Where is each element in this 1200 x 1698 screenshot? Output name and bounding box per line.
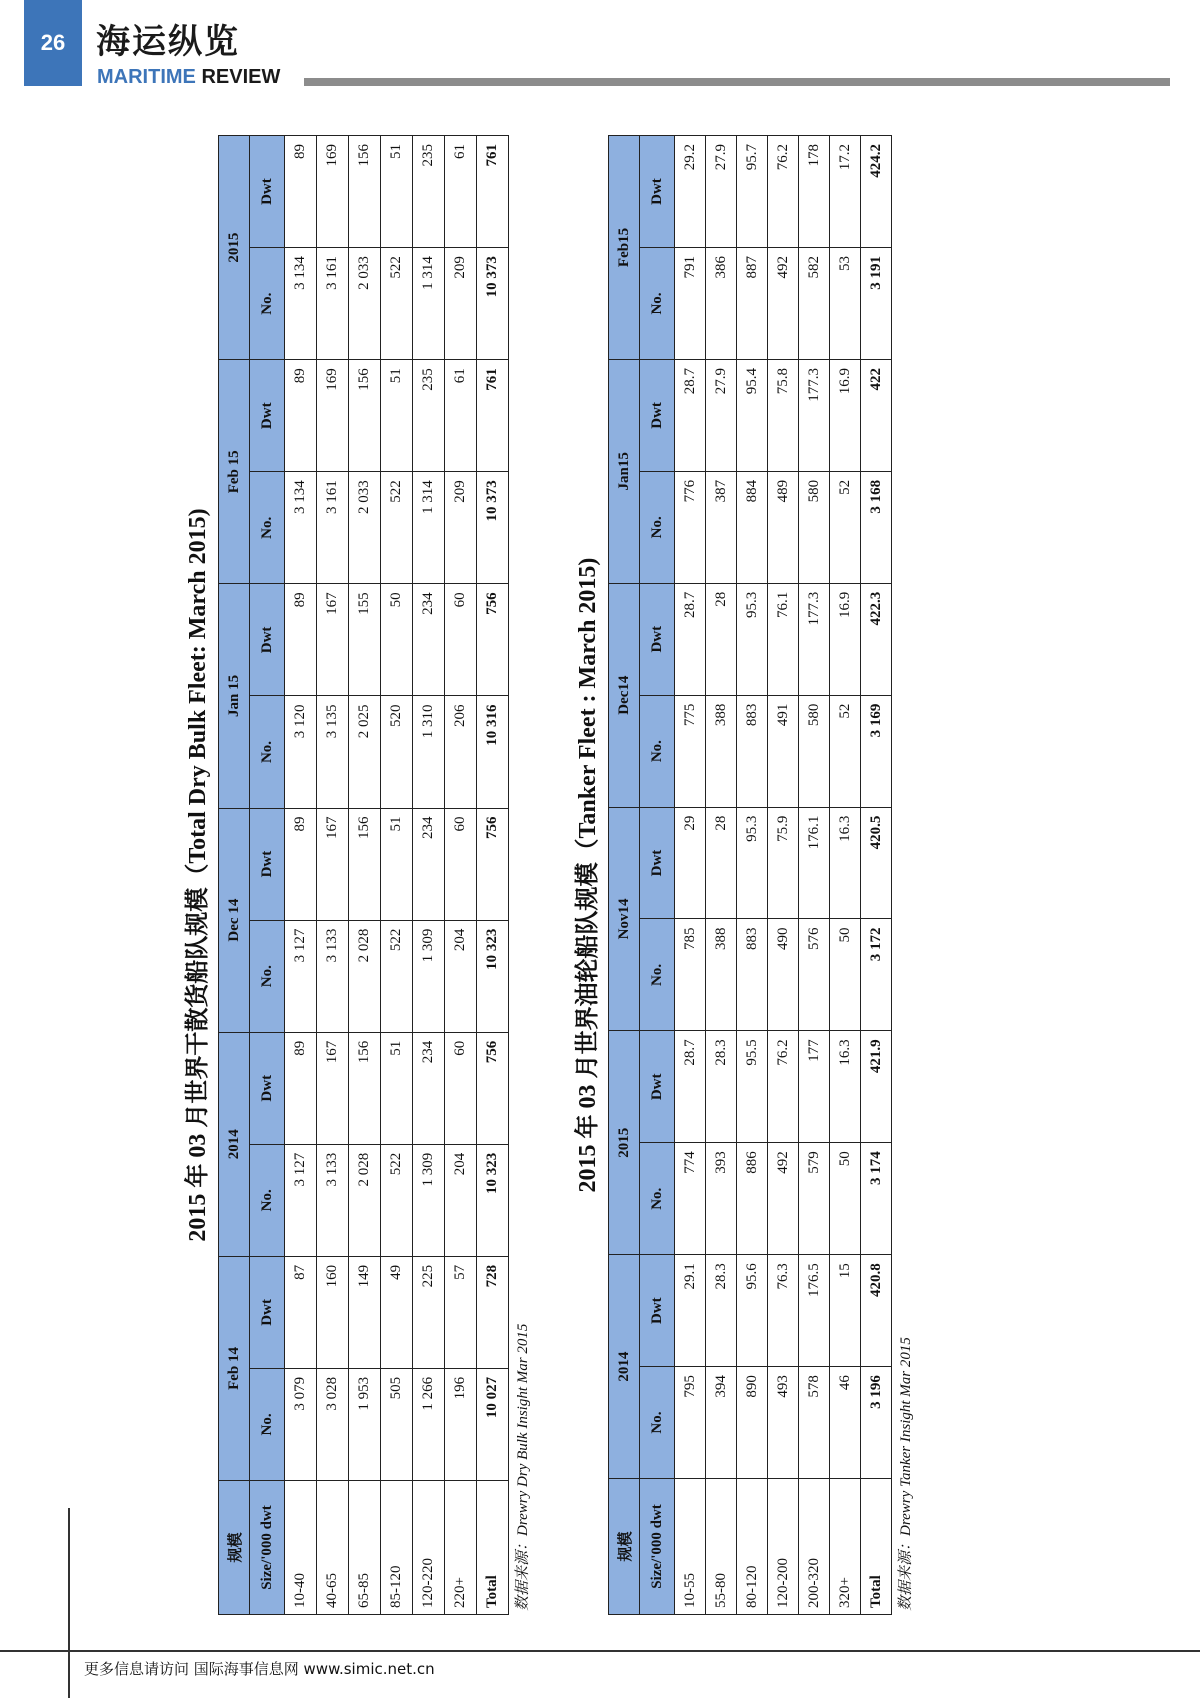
- period-header: Jan15: [609, 359, 640, 583]
- dwt-header: Dwt: [640, 583, 675, 695]
- dwt-cell: 176.5: [799, 1255, 830, 1367]
- dwt-cell: 422: [861, 359, 892, 471]
- no-cell: 387: [706, 471, 737, 583]
- table-row: [317, 136, 349, 1615]
- period-header: Nov14: [609, 807, 640, 1031]
- no-cell: 3 028: [317, 1368, 349, 1480]
- no-header: No.: [640, 919, 675, 1031]
- table-row: [413, 136, 445, 1615]
- size-cell: 10-40: [285, 1481, 317, 1615]
- dwt-cell: 61: [445, 360, 477, 472]
- size-cell: 200-320: [799, 1479, 830, 1615]
- dwt-cell: 756: [477, 584, 509, 696]
- magazine-title-cn: 海运纵览: [96, 22, 240, 62]
- dwt-cell: 728: [477, 1256, 509, 1368]
- dry-bulk-title: 2015 年 03 月世界干散货船队规模（Total Dry Bulk Fleet: March 2015): [185, 508, 211, 1242]
- no-header: No.: [250, 472, 285, 584]
- dwt-cell: 155: [349, 584, 381, 696]
- dwt-header: Dwt: [250, 360, 285, 472]
- no-header: No.: [250, 1368, 285, 1480]
- no-cell: 887: [737, 248, 768, 360]
- no-cell: 204: [445, 1144, 477, 1256]
- no-cell: 492: [768, 248, 799, 360]
- dwt-cell: 176.1: [799, 807, 830, 919]
- size-label-header: Size/'000 dwt: [640, 1479, 675, 1615]
- period-header: 2014: [219, 1032, 250, 1256]
- no-cell: 3 168: [861, 471, 892, 583]
- tanker-title: 2015 年 03 月世界油轮船队规模（Tanker Fleet : March 2015): [575, 557, 601, 1193]
- no-cell: 776: [675, 471, 706, 583]
- no-cell: 10 373: [477, 472, 509, 584]
- no-cell: 1 309: [413, 920, 445, 1032]
- no-cell: 3 196: [861, 1367, 892, 1479]
- no-cell: 1 310: [413, 696, 445, 808]
- dwt-cell: 160: [317, 1256, 349, 1368]
- size-cell: 220+: [445, 1481, 477, 1615]
- table-row: [737, 136, 768, 1615]
- dry-bulk-section: [178, 135, 531, 1615]
- dwt-cell: 28.3: [706, 1255, 737, 1367]
- dwt-cell: 234: [413, 584, 445, 696]
- size-label-header: Size/'000 dwt: [250, 1481, 285, 1615]
- total-row: [861, 136, 892, 1615]
- dwt-cell: 76.3: [768, 1255, 799, 1367]
- dwt-cell: 167: [317, 808, 349, 920]
- dwt-cell: 95.3: [737, 807, 768, 919]
- dwt-cell: 422.3: [861, 583, 892, 695]
- no-cell: 2 025: [349, 696, 381, 808]
- period-header: 2014: [609, 1255, 640, 1479]
- no-header: No.: [250, 248, 285, 360]
- tanker-table: [608, 135, 892, 1615]
- no-cell: 209: [445, 248, 477, 360]
- dwt-cell: 29: [675, 807, 706, 919]
- dwt-cell: 756: [477, 808, 509, 920]
- no-cell: 2 028: [349, 920, 381, 1032]
- dwt-cell: 28.7: [675, 583, 706, 695]
- no-cell: 890: [737, 1367, 768, 1479]
- no-cell: 579: [799, 1143, 830, 1255]
- no-cell: 196: [445, 1368, 477, 1480]
- no-cell: 886: [737, 1143, 768, 1255]
- no-header: No.: [640, 695, 675, 807]
- dry-bulk-source: 数据来源：Drewry Dry Bulk Insight Mar 2015: [515, 1323, 531, 1611]
- no-cell: 3 134: [285, 248, 317, 360]
- no-cell: 1 314: [413, 472, 445, 584]
- table-row: [445, 136, 477, 1615]
- no-cell: 393: [706, 1143, 737, 1255]
- no-cell: 2 033: [349, 472, 381, 584]
- dwt-cell: 177.3: [799, 359, 830, 471]
- dwt-cell: 28: [706, 807, 737, 919]
- no-cell: 775: [675, 695, 706, 807]
- dwt-cell: 420.8: [861, 1255, 892, 1367]
- dwt-header: Dwt: [640, 1031, 675, 1143]
- no-cell: 3 120: [285, 696, 317, 808]
- period-header: 2015: [219, 136, 250, 360]
- period-header: 2015: [609, 1031, 640, 1255]
- dwt-cell: 756: [477, 1032, 509, 1144]
- period-header: Dec14: [609, 583, 640, 807]
- dwt-cell: 50: [381, 584, 413, 696]
- period-header: Feb15: [609, 136, 640, 360]
- no-cell: 883: [737, 919, 768, 1031]
- no-cell: 10 323: [477, 1144, 509, 1256]
- no-cell: 3 133: [317, 920, 349, 1032]
- dwt-cell: 167: [317, 584, 349, 696]
- magazine-title-en: [97, 66, 280, 88]
- size-cell: Total: [477, 1481, 509, 1615]
- magazine-title-en-1: MARITIME: [97, 66, 196, 88]
- no-cell: 50: [830, 1143, 861, 1255]
- footer-rule: [0, 1650, 1200, 1652]
- no-cell: 46: [830, 1367, 861, 1479]
- dwt-cell: 16.9: [830, 583, 861, 695]
- no-cell: 3 134: [285, 472, 317, 584]
- size-cell: 120-200: [768, 1479, 799, 1615]
- no-cell: 52: [830, 695, 861, 807]
- dwt-cell: 177.3: [799, 583, 830, 695]
- size-cell: 320+: [830, 1479, 861, 1615]
- size-cell: 120-220: [413, 1481, 445, 1615]
- size-cell: 65-85: [349, 1481, 381, 1615]
- dwt-cell: 29.1: [675, 1255, 706, 1367]
- size-cell: 80-120: [737, 1479, 768, 1615]
- dwt-cell: 28.7: [675, 1031, 706, 1143]
- dwt-cell: 28: [706, 583, 737, 695]
- dwt-cell: 61: [445, 136, 477, 248]
- no-cell: 3 079: [285, 1368, 317, 1480]
- dwt-cell: 57: [445, 1256, 477, 1368]
- no-cell: 10 323: [477, 920, 509, 1032]
- tanker-source: 数据来源：Drewry Tanker Insight Mar 2015: [898, 1337, 914, 1611]
- no-cell: 582: [799, 248, 830, 360]
- table-row: [830, 136, 861, 1615]
- dwt-cell: 28.3: [706, 1031, 737, 1143]
- dwt-cell: 76.2: [768, 136, 799, 248]
- no-cell: 1 314: [413, 248, 445, 360]
- no-cell: 1 953: [349, 1368, 381, 1480]
- dwt-header: Dwt: [640, 1255, 675, 1367]
- dwt-cell: 156: [349, 360, 381, 472]
- dwt-cell: 51: [381, 360, 413, 472]
- dwt-cell: 167: [317, 1032, 349, 1144]
- dwt-cell: 420.5: [861, 807, 892, 919]
- dwt-header: Dwt: [640, 807, 675, 919]
- dry-bulk-table: [218, 135, 509, 1615]
- dwt-header: Dwt: [640, 136, 675, 248]
- dwt-cell: 95.3: [737, 583, 768, 695]
- size-cell: 55-80: [706, 1479, 737, 1615]
- dwt-cell: 51: [381, 1032, 413, 1144]
- dwt-cell: 89: [285, 136, 317, 248]
- no-cell: 489: [768, 471, 799, 583]
- dwt-cell: 27.9: [706, 359, 737, 471]
- dwt-cell: 28.7: [675, 359, 706, 471]
- no-cell: 3 161: [317, 248, 349, 360]
- period-header: Feb 14: [219, 1256, 250, 1480]
- dwt-cell: 60: [445, 808, 477, 920]
- dwt-cell: 60: [445, 1032, 477, 1144]
- dwt-cell: 87: [285, 1256, 317, 1368]
- no-cell: 3 127: [285, 1144, 317, 1256]
- dwt-cell: 234: [413, 1032, 445, 1144]
- dwt-cell: 235: [413, 360, 445, 472]
- no-cell: 3 127: [285, 920, 317, 1032]
- no-cell: 50: [830, 919, 861, 1031]
- no-header: No.: [640, 471, 675, 583]
- no-cell: 52: [830, 471, 861, 583]
- no-cell: 394: [706, 1367, 737, 1479]
- dwt-cell: 89: [285, 1032, 317, 1144]
- no-header: No.: [640, 1367, 675, 1479]
- no-cell: 791: [675, 248, 706, 360]
- dwt-cell: 89: [285, 808, 317, 920]
- dwt-cell: 156: [349, 136, 381, 248]
- dwt-cell: 76.2: [768, 1031, 799, 1143]
- size-group-header: 规模: [609, 1479, 640, 1615]
- dwt-header: Dwt: [250, 1032, 285, 1144]
- no-cell: 1 309: [413, 1144, 445, 1256]
- dwt-cell: 60: [445, 584, 477, 696]
- dwt-cell: 95.6: [737, 1255, 768, 1367]
- no-cell: 785: [675, 919, 706, 1031]
- no-cell: 10 373: [477, 248, 509, 360]
- dwt-cell: 149: [349, 1256, 381, 1368]
- dwt-header: Dwt: [640, 359, 675, 471]
- no-cell: 520: [381, 696, 413, 808]
- no-cell: 2 028: [349, 1144, 381, 1256]
- dwt-cell: 51: [381, 136, 413, 248]
- no-cell: 522: [381, 472, 413, 584]
- dwt-header: Dwt: [250, 136, 285, 248]
- table-row: [285, 136, 317, 1615]
- dwt-header: Dwt: [250, 1256, 285, 1368]
- dwt-cell: 169: [317, 136, 349, 248]
- no-cell: 522: [381, 920, 413, 1032]
- no-cell: 522: [381, 248, 413, 360]
- dwt-cell: 421.9: [861, 1031, 892, 1143]
- period-header: Jan 15: [219, 584, 250, 808]
- tanker-section: [568, 135, 918, 1615]
- no-cell: 492: [768, 1143, 799, 1255]
- dwt-cell: 156: [349, 808, 381, 920]
- no-cell: 578: [799, 1367, 830, 1479]
- dwt-cell: 16.3: [830, 807, 861, 919]
- table-row: [706, 136, 737, 1615]
- no-cell: 10 316: [477, 696, 509, 808]
- no-cell: 388: [706, 919, 737, 1031]
- size-cell: Total: [861, 1479, 892, 1615]
- no-cell: 795: [675, 1367, 706, 1479]
- dwt-cell: 75.8: [768, 359, 799, 471]
- dwt-cell: 177: [799, 1031, 830, 1143]
- no-cell: 3 133: [317, 1144, 349, 1256]
- size-group-header: 规模: [219, 1481, 250, 1615]
- size-cell: 10-55: [675, 1479, 706, 1615]
- no-cell: 209: [445, 472, 477, 584]
- no-header: No.: [640, 1143, 675, 1255]
- footer-text: 更多信息请访问 国际海事信息网 www.simic.net.cn: [84, 1660, 435, 1678]
- dwt-cell: 225: [413, 1256, 445, 1368]
- period-header: Dec 14: [219, 808, 250, 1032]
- no-cell: 53: [830, 248, 861, 360]
- dwt-cell: 178: [799, 136, 830, 248]
- table-row: [349, 136, 381, 1615]
- no-header: No.: [640, 248, 675, 360]
- margin-rule: [68, 1508, 70, 1698]
- table-row: [799, 136, 830, 1615]
- no-cell: 3 161: [317, 472, 349, 584]
- no-cell: 388: [706, 695, 737, 807]
- dwt-cell: 15: [830, 1255, 861, 1367]
- table-row: [675, 136, 706, 1615]
- dwt-cell: 17.2: [830, 136, 861, 248]
- size-cell: 85-120: [381, 1481, 413, 1615]
- no-cell: 204: [445, 920, 477, 1032]
- dwt-cell: 234: [413, 808, 445, 920]
- no-cell: 386: [706, 248, 737, 360]
- dwt-cell: 27.9: [706, 136, 737, 248]
- dwt-cell: 75.9: [768, 807, 799, 919]
- no-cell: 1 266: [413, 1368, 445, 1480]
- dwt-cell: 89: [285, 584, 317, 696]
- dwt-header: Dwt: [250, 584, 285, 696]
- dwt-cell: 761: [477, 360, 509, 472]
- dwt-cell: 156: [349, 1032, 381, 1144]
- no-cell: 2 033: [349, 248, 381, 360]
- table-row: [381, 136, 413, 1615]
- no-cell: 206: [445, 696, 477, 808]
- dwt-cell: 95.7: [737, 136, 768, 248]
- dwt-cell: 76.1: [768, 583, 799, 695]
- dwt-cell: 51: [381, 808, 413, 920]
- dwt-cell: 89: [285, 360, 317, 472]
- no-cell: 3 135: [317, 696, 349, 808]
- dwt-cell: 424.2: [861, 136, 892, 248]
- no-cell: 491: [768, 695, 799, 807]
- dwt-cell: 16.3: [830, 1031, 861, 1143]
- period-header: Feb 15: [219, 360, 250, 584]
- no-cell: 3 172: [861, 919, 892, 1031]
- no-header: No.: [250, 920, 285, 1032]
- no-header: No.: [250, 696, 285, 808]
- no-cell: 580: [799, 695, 830, 807]
- dwt-cell: 29.2: [675, 136, 706, 248]
- no-cell: 883: [737, 695, 768, 807]
- no-cell: 490: [768, 919, 799, 1031]
- dwt-cell: 169: [317, 360, 349, 472]
- no-cell: 493: [768, 1367, 799, 1479]
- magazine-title-en-2: REVIEW: [201, 66, 281, 88]
- no-header: No.: [250, 1144, 285, 1256]
- no-cell: 3 174: [861, 1143, 892, 1255]
- no-cell: 580: [799, 471, 830, 583]
- dwt-cell: 49: [381, 1256, 413, 1368]
- dwt-cell: 16.9: [830, 359, 861, 471]
- size-cell: 40-65: [317, 1481, 349, 1615]
- table-row: [768, 136, 799, 1615]
- no-cell: 10 027: [477, 1368, 509, 1480]
- no-cell: 505: [381, 1368, 413, 1480]
- dwt-cell: 95.5: [737, 1031, 768, 1143]
- total-row: [477, 136, 509, 1615]
- no-cell: 884: [737, 471, 768, 583]
- dwt-cell: 95.4: [737, 359, 768, 471]
- dwt-header: Dwt: [250, 808, 285, 920]
- no-cell: 576: [799, 919, 830, 1031]
- page-number: 26: [24, 0, 82, 86]
- no-cell: 3 191: [861, 248, 892, 360]
- header-rule: [304, 78, 1170, 86]
- dwt-cell: 235: [413, 136, 445, 248]
- no-cell: 522: [381, 1144, 413, 1256]
- dwt-cell: 761: [477, 136, 509, 248]
- no-cell: 3 169: [861, 695, 892, 807]
- no-cell: 774: [675, 1143, 706, 1255]
